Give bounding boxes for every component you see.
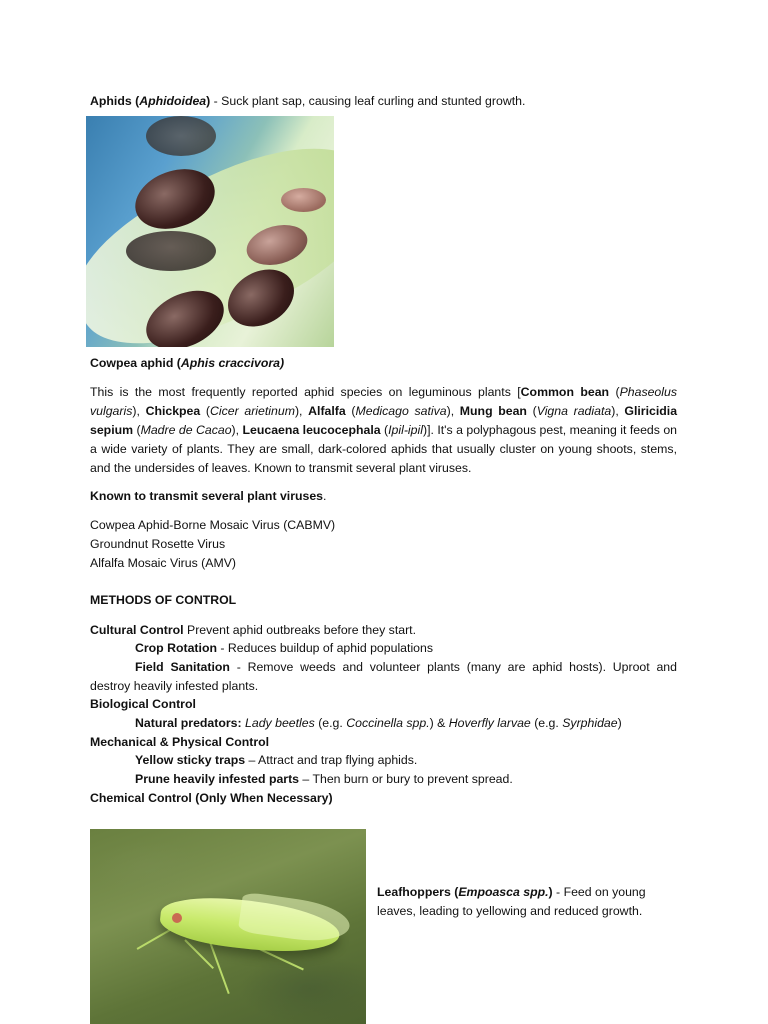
- chickpea-latin: Cicer arietinum: [210, 404, 295, 418]
- aphids-name: Aphids: [90, 94, 132, 108]
- cultural-label: Cultural Control: [90, 623, 184, 637]
- gliricidia-latin: Madre de Cacao: [140, 423, 232, 437]
- virus-item: Alfalfa Mosaic Virus (AMV): [90, 556, 237, 570]
- field-sanitation-desc: - Remove weeds and volunteer plants (many are aphid hosts). Uproot and: [229, 660, 677, 674]
- desc-rest: ]. It's a polyphagous pest, meaning it feeds on a wide variety of plants. They are small, dark-colored aphids that usually cluster on young shoots, stems, and the undersides of leaves. Known to transmit several plant viruses.: [90, 423, 678, 475]
- mechanical-control: [90, 734, 269, 751]
- cowpea-caption: [90, 355, 284, 372]
- virus-item: Groundnut Rosette Virus: [90, 537, 226, 551]
- leafhopper-photo: [90, 829, 366, 1024]
- yellow-traps-desc: – Attract and trap flying aphids.: [245, 753, 418, 767]
- aphids-desc: - Suck plant sap, causing leaf curling and stunted growth.: [210, 94, 526, 108]
- leucaena: Leucaena leucocephala: [242, 423, 381, 437]
- field-sanitation: [135, 659, 677, 676]
- common-bean: Common bean: [520, 385, 610, 399]
- chickpea: Chickpea: [145, 404, 201, 418]
- mung-bean: Mung bean: [459, 404, 527, 418]
- field-sanitation-cont: destroy heavily infested plants.: [90, 679, 259, 693]
- close-paren: ): [617, 716, 622, 730]
- crop-rotation-desc: - Reduces buildup of aphid populations: [216, 641, 433, 655]
- viruses-heading: [90, 488, 326, 505]
- coccinella: Coccinella spp.: [346, 716, 430, 730]
- mung-bean-latin: Vigna radiata: [536, 404, 612, 418]
- methods-heading-text: METHODS OF CONTROL: [90, 593, 237, 607]
- leucaena-latin: Ipil-ipil: [388, 423, 423, 437]
- crop-rotation: [135, 640, 433, 657]
- cultural-desc: Prevent aphid outbreaks before they start.: [183, 623, 417, 637]
- biological-control: [90, 696, 196, 713]
- yellow-traps-label: Yellow sticky traps: [135, 753, 246, 767]
- biological-label: Biological Control: [90, 697, 196, 711]
- aphids-latin: Aphidoidea: [139, 94, 207, 108]
- alfalfa: Alfalfa: [308, 404, 346, 418]
- chemical-control: [90, 790, 333, 807]
- methods-heading: [90, 592, 236, 609]
- aphid-bug-2: [126, 231, 216, 271]
- crop-rotation-label: Crop Rotation: [135, 641, 217, 655]
- virus-item: Cowpea Aphid-Borne Mosaic Virus (CABMV): [90, 518, 336, 532]
- aphids-close-paren: ): [206, 94, 211, 108]
- gliricidia: Gliricidia sepium: [90, 404, 678, 437]
- aphid-bug-6: [281, 188, 326, 212]
- viruses-heading-text: Known to transmit several plant viruses: [90, 489, 324, 503]
- syrphidae: Syrphidae: [562, 716, 618, 730]
- desc-intro: This is the most frequently reported aphid species on leguminous plants [: [90, 385, 521, 399]
- leafhoppers-name: Leafhoppers (: [377, 885, 459, 899]
- field-sanitation-label: Field Sanitation: [135, 660, 230, 674]
- cowpea-name: Cowpea aphid (: [90, 356, 181, 370]
- prune-desc: – Then burn or bury to prevent spread.: [299, 772, 513, 786]
- lady-beetles: Lady beetles: [245, 716, 315, 730]
- hoverfly: Hoverfly larvae: [448, 716, 531, 730]
- leafhoppers-latin: Empoasca spp.: [458, 885, 549, 899]
- natural-label: Natural predators:: [135, 716, 242, 730]
- alfalfa-latin: Medicago sativa: [355, 404, 447, 418]
- leafhoppers-close: ): [548, 885, 553, 899]
- aphid-photo: [86, 116, 334, 347]
- leafhoppers-desc: - Feed on young leaves, leading to yellowing and reduced growth.: [377, 885, 646, 918]
- eg-1: (e.g.: [314, 716, 347, 730]
- ampersand: ) &: [429, 716, 449, 730]
- prune-parts: [135, 771, 513, 788]
- mechanical-label: Mechanical & Physical Control: [90, 735, 270, 749]
- hopper-leg: [137, 929, 171, 950]
- cowpea-description: This is the most frequently reported aphid species on leguminous plants [Common bean (Phaseolus vulgaris), Chickpea (Cicer arietinum), Alfalfa (Medicago sativa), Mung bean (Vigna radiata), Gliricidia sepium (Madre de Cacao), Leucaena leucocephala (Ipil-ipil)]. It's a polyphagous pest, meaning it feeds on a wide variety of plants. They are small, dark-colored aphids that usually cluster on young shoots, stems, and the undersides of leaves. Known to transmit several plant viruses.: [90, 385, 678, 475]
- eg-2: (e.g.: [530, 716, 563, 730]
- aphids-heading: [90, 93, 525, 110]
- viruses-heading-period: .: [323, 489, 327, 503]
- cowpea-latin: Aphis craccivora): [180, 356, 285, 370]
- aphid-bug-7: [146, 116, 216, 156]
- prune-label: Prune heavily infested parts: [135, 772, 300, 786]
- common-bean-latin: Phaseolus vulgaris: [90, 385, 677, 418]
- aphids-open-paren: (: [131, 94, 140, 108]
- yellow-traps: [135, 752, 417, 769]
- leafhoppers-caption: [377, 883, 667, 921]
- leafhopper-eye: [172, 913, 182, 923]
- chemical-label: Chemical Control (Only When Necessary): [90, 791, 333, 805]
- cultural-control: [90, 622, 416, 639]
- natural-predators: [135, 715, 622, 732]
